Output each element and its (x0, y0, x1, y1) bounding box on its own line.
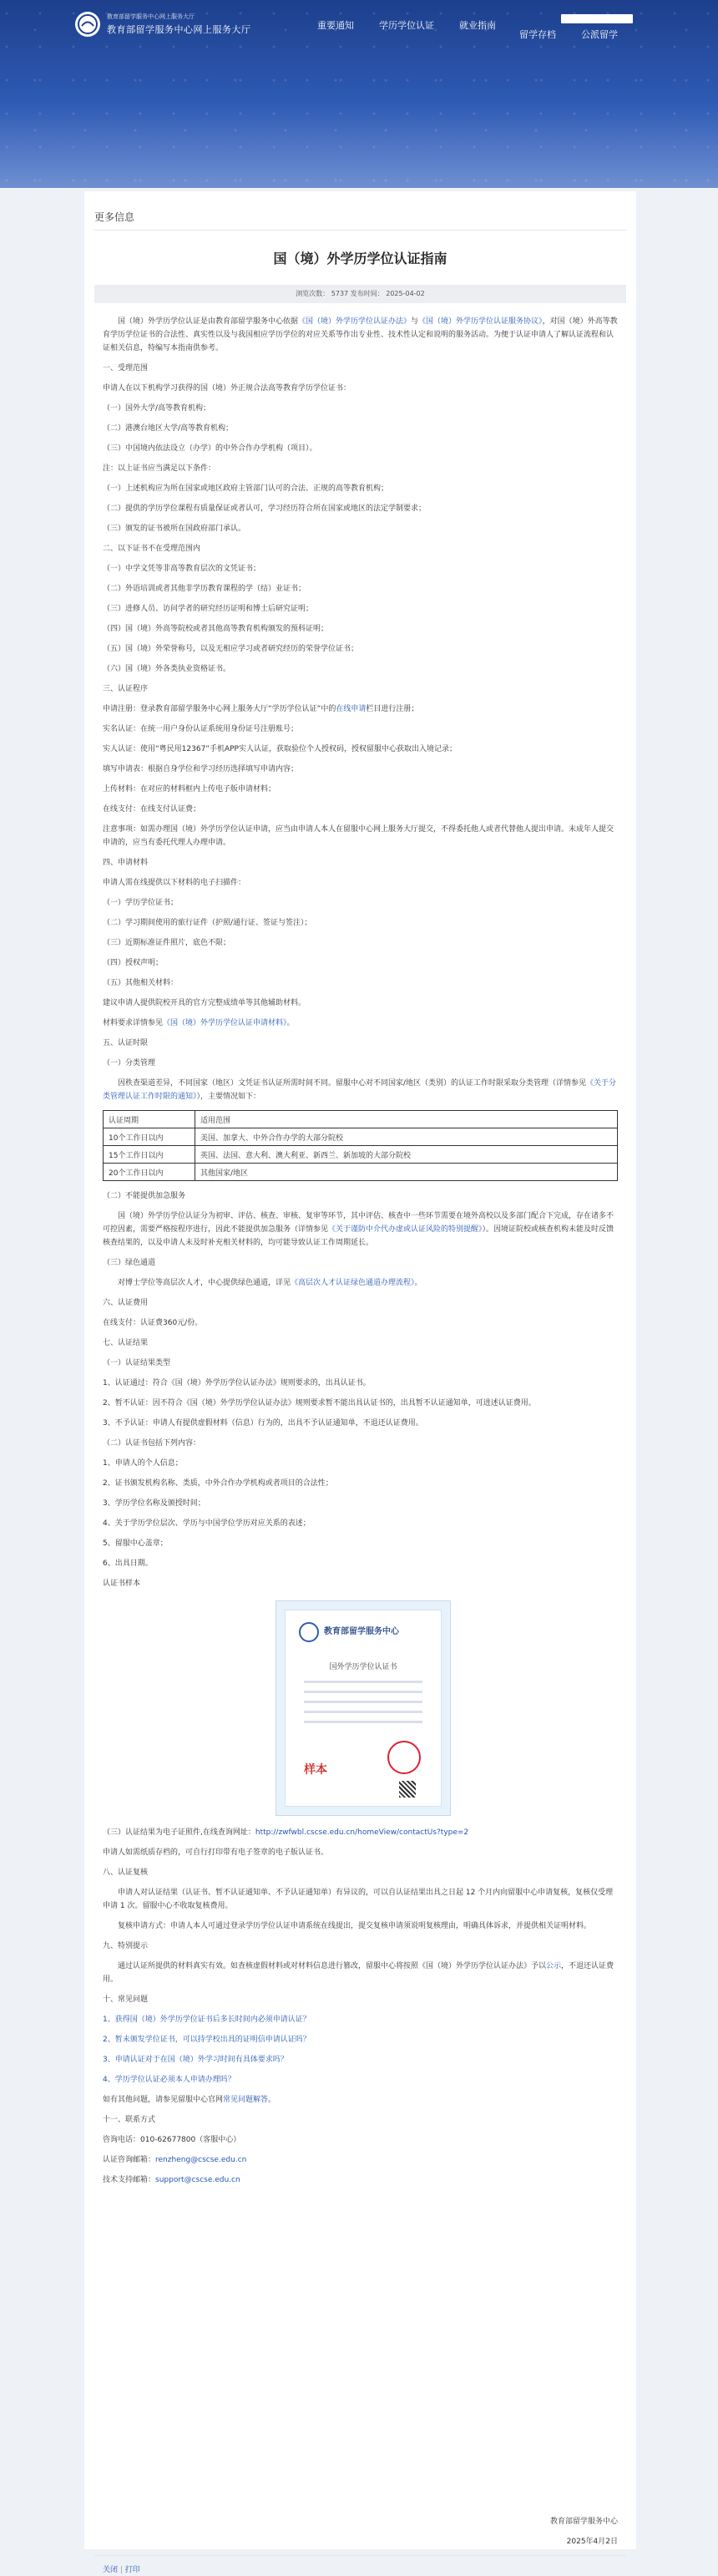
heading: 二、以下证书不在受理范围内 (103, 545, 201, 553)
link-green-channel[interactable]: 《高层次人才认证绿色通道办理流程》 (291, 1279, 415, 1287)
paragraph: 在线支付：认证费360元/份。 (103, 1319, 203, 1327)
faq-link[interactable]: 4、学历学位认证必须本人申请办理吗？ (103, 2076, 235, 2084)
text: 材料要求详情参见 (103, 1019, 164, 1027)
heading: 四、申请材料 (103, 859, 149, 867)
heading: 十、常见问题 (103, 1995, 149, 2004)
footer-actions: 关闭 | 打印 (103, 2566, 140, 2574)
link-special-reminder[interactable]: 《关于谨防中介代办虚或认证风险的特别提醒》 (328, 1225, 483, 1234)
list-item: （六）国（境）外各类执业资格证书。 (103, 665, 231, 673)
footer-org: 教育部留学服务中心 (549, 2518, 618, 2526)
list-item: 1、申请人的个人信息； (103, 1459, 183, 1468)
print-button[interactable]: 打印 (124, 2566, 140, 2574)
list-item: 5、留服中心盖章； (103, 1539, 168, 1548)
article-card (84, 191, 636, 2574)
paragraph (103, 1960, 618, 1986)
header-banner (0, 0, 718, 188)
text: （三）认证结果为电子证照件,在线查询网址： (103, 1828, 255, 1837)
link-auth-measures[interactable]: 《国（境）外学历学位认证办法》 (298, 317, 412, 326)
table-cell: 适用范围 (195, 1111, 618, 1128)
text: 通过认证所提供的材料真实有效。如查核虚假材料或对材料信息进行篡改，留服中心将按照《国（境）外学历学位认证办法》予以 (118, 1962, 547, 1970)
faq-link[interactable]: 3、申请认证对于在国（境）外学习时间有具体要求吗？ (103, 2056, 288, 2064)
table-cell: 美国、加拿大、中外合作办学的大部分院校 (195, 1128, 618, 1146)
paragraph: 在线支付：在线支付认证费； (103, 805, 201, 814)
paragraph (103, 1017, 618, 1030)
subheading: （三）绿色通道 (103, 1259, 156, 1267)
link-application-materials[interactable]: 《国（境）外学历学位认证申请材料》 (163, 1019, 287, 1027)
contact-support (103, 2173, 618, 2187)
certificate-emblem-icon (299, 1622, 319, 1642)
text: ）。因境证院校或核查机构未能及时反馈核查结果的，以及申请人未及时补充相关材料的，均可能导致认证工作周期延长。 (103, 1225, 614, 1247)
list-item: （二）港澳台地区大学/高等教育机构； (103, 424, 234, 433)
heading: 三、认证程序 (103, 685, 149, 693)
site-logo[interactable] (75, 12, 251, 37)
link-online-apply[interactable]: 在线申请 (336, 705, 367, 713)
table-row (104, 1164, 618, 1181)
list-item: （三）颁发的证书被所在国政府部门承认。 (103, 525, 246, 533)
table-cell: 认证周期 (104, 1111, 195, 1128)
paragraph: 填写申请表：根据自身学位和学习经历选择填写申请内容； (103, 765, 299, 773)
text: 对博士学位等高层次人才，中心提供绿色通道，详见 (118, 1279, 291, 1287)
text: 技术支持邮箱： (103, 2176, 156, 2184)
text: 国（境）外学历学位认证分为初审、评估、核查、审核、复审等环节，其中评估、核查中一些环节需要在境外高校以及多部门配合下完成，存在诸多不可控因素，需要严格按程序进行，因此不能提供加急服务（详情参见 (103, 1212, 614, 1234)
paragraph (103, 1077, 618, 1103)
caption: 认证书样本 (103, 1580, 141, 1588)
faq-link[interactable]: 2、暂未颁发学位证书，可以持学校出具的证明信申请认证吗？ (103, 2036, 311, 2044)
text: ），主要情况如下： (196, 1093, 261, 1101)
divider (94, 230, 626, 231)
faq-link[interactable]: 1、获得国（境）外学历学位证书后多长时间内必须申请认证？ (103, 2016, 311, 2024)
text: 如有其他问题，请参见留服中心官网 (103, 2096, 224, 2104)
text: 申请注册：登录教育部留学服务中心网上服务大厅“学历学位认证”中的 (103, 705, 336, 713)
nav-item-archive[interactable]: 留学存档 (519, 29, 556, 40)
paragraph: 注：以上证书应当满足以下条件： (103, 464, 216, 473)
text: ，不退还认证费用。 (103, 1962, 614, 1984)
list-item: （五）国（境）外荣誉称号，以及无相应学习或者研究经历的荣誉学位证书； (103, 645, 359, 653)
link-query-url[interactable]: http://zwfwbl.cscse.edu.cn/homeView/contactUs?type=2 (255, 1828, 469, 1837)
certificate-text-line (304, 1691, 422, 1693)
list-item: 3、学历学位名称及颁授时间； (103, 1499, 205, 1508)
paragraph: 实名认证：在统一用户身份认证系统用身份证号注册账号； (103, 725, 299, 733)
list-item: （四）国（境）外高等院校或者其他高等教育机构颁发的预科证明； (103, 625, 329, 633)
list-item: （一）国外大学/高等教育机构； (103, 404, 211, 413)
list-item: （三）中国境内依法设立（办学）的中外合作办学机构（项目）。 (103, 444, 317, 453)
nav-item-employment[interactable]: 就业指南 (459, 20, 496, 31)
contact-email (103, 2153, 618, 2167)
list-item: 4、关于学历学位层次、学历与中国学位学历对应关系的表述； (103, 1519, 311, 1528)
heading: 五、认证时限 (103, 1039, 149, 1047)
logo-title: 教育部留学服务中心网上服务大厅 (107, 24, 251, 35)
heading: 九、特别提示 (103, 1942, 149, 1950)
paragraph: 注意事项：如需办理国（境）外学历学位认证申请，应当由申请人本人在留服中心网上服务大厅提交，不得委托他人或者代替他人提出申请。未成年人提交申请的，应当有委托代理人办理申请。 (103, 825, 614, 847)
list-item: 6、出具日期。 (103, 1559, 153, 1568)
top-nav-secondary (519, 28, 643, 41)
list-item: 2、暂不认证：因不符合《国（境）外学历学位认证办法》规则要求暂不能出具认证书的，出具暂不认证通知单，可进述认证费用。 (103, 1399, 536, 1407)
paragraph: 申请人在以下机构学习获得的国（境）外正规合法高等教育学历学位证书： (103, 384, 351, 393)
list-item: （三）近期标准证件照片，底色不限； (103, 939, 231, 947)
time-limit-table (103, 1110, 618, 1181)
email-link[interactable]: renzheng@cscse.edu.cn (155, 2156, 247, 2164)
heading: 八、认证复核 (103, 1869, 149, 1877)
heading: 一、受理范围 (103, 364, 149, 373)
link-classified-notice[interactable]: 《关于分类管理认证工作时限的通知》 (103, 1079, 617, 1101)
qr-code-icon (399, 1781, 416, 1798)
paragraph: 复核申请方式：申请人本人可通过登录学历学位认证申请系统在线提出，提交复核申请须说明复核理由，明确具体诉求，并提供相关证明材料。 (118, 1922, 592, 1930)
close-button[interactable]: 关闭 (103, 2566, 119, 2574)
certificate-org: 教育部留学服务中心 (324, 1627, 399, 1636)
paragraph (103, 1826, 618, 1839)
list-item: （一）上述机构应为所在国家或地区政府主管部门认可的合法、正规的高等教育机构； (103, 484, 389, 493)
logo-subtitle: 教育部留学服务中心网上服务大厅 (107, 13, 195, 20)
text: 栏目进行注册； (366, 705, 419, 713)
paragraph: 申请人对认证结果（认证书、暂不认证通知单、不予认证通知单）有异议的，可以自认证结果出具之日起 12 个月内向留服中心申请复核，复核仅受理申请 1 次。留服中心不收取复核费用。 (103, 1889, 614, 1910)
table-cell: 其他国家/地区 (195, 1164, 618, 1181)
footer-date: 2025年4月2日 (566, 2538, 618, 2546)
link-faq[interactable]: 常见问题解答 (223, 2096, 269, 2104)
nav-item-public-study[interactable]: 公派留学 (581, 29, 618, 40)
table-row (104, 1128, 618, 1146)
table-cell: 英国、法国、意大利、澳大利亚、新西兰、新加坡的大部分院校 (195, 1146, 618, 1164)
list-item: （一）学历学位证书； (103, 899, 179, 907)
list-item: （五）其他相关材料： (103, 979, 179, 987)
paragraph (103, 1276, 618, 1290)
certificate-sample-image (276, 1600, 451, 1816)
article-meta: 浏览次数： 5737 发布时间： 2025-04-02 (94, 285, 626, 303)
paragraph (103, 702, 618, 716)
paragraph: 上传材料：在对应的材料框内上传电子版申请材料； (103, 785, 276, 794)
table-row (104, 1146, 618, 1164)
link-service-agreement[interactable]: 《国（境）外学历学位认证服务协议》 (418, 317, 543, 326)
support-email-link[interactable]: support@cscse.edu.cn (155, 2176, 240, 2184)
link-public-notice[interactable]: 公示 (546, 1962, 562, 1970)
text: 。 (286, 1019, 295, 1027)
text: 认证咨询邮箱： (103, 2156, 156, 2164)
paragraph (103, 1209, 618, 1250)
intro-text: 国（境）外学历学位认证是由教育部留学服务中心依据 (118, 317, 299, 326)
paragraph (103, 2093, 618, 2107)
subheading: （二）不能提供加急服务 (103, 1192, 186, 1200)
divider (94, 2555, 626, 2556)
certificate-sample-stamp: 样本 (304, 1763, 327, 1777)
table-cell: 15个工作日以内 (104, 1146, 195, 1164)
search-input[interactable] (561, 14, 633, 23)
subheading: （二）认证书包括下列内容： (103, 1439, 201, 1448)
paragraph: 建议申请人提供院校开具的官方完整成绩单等其他辅助材料。 (103, 999, 306, 1007)
list-item: 2、证书颁发机构名称、类质，中外合作办学机构或者项目的合法性； (103, 1479, 333, 1488)
paragraph: 申请人需在线提供以下材料的电子扫描件： (103, 879, 246, 887)
logo-emblem-icon (75, 12, 100, 37)
intro-text: 与 (411, 317, 419, 326)
nav-item-degree-auth[interactable]: 学历学位认证 (379, 20, 434, 31)
section-title: 更多信息 (94, 211, 135, 223)
certificate-seal-icon (387, 1741, 421, 1774)
text: 。 (268, 2096, 276, 2104)
top-nav (317, 18, 521, 32)
page-title: 国（境）外学历学位认证指南 (273, 251, 447, 266)
certificate-title: 国外学历学位认证书 (329, 1663, 397, 1671)
list-item: （四）授权声明； (103, 959, 164, 967)
article-body (103, 315, 618, 2193)
list-item: 3、不予认证：申请人有提供虚假材料（信息）行为的，出具不予认证通知单，不退还认证费用。 (103, 1419, 423, 1427)
certificate-text-line (304, 1721, 422, 1723)
nav-item-notices[interactable]: 重要通知 (317, 20, 354, 31)
contact-phone: 咨询电话：010-62677800（客服中心） (103, 2136, 241, 2144)
table-cell: 10个工作日以内 (104, 1128, 195, 1146)
certificate-text-line (304, 1711, 422, 1713)
heading: 七、认证结果 (103, 1339, 149, 1347)
certificate-text-line (304, 1701, 422, 1703)
list-item: 1、认证通过：符合《国（境）外学历学位认证办法》规则要求的，出具认证书。 (103, 1379, 371, 1387)
subheading: （一）分类管理 (103, 1059, 156, 1067)
subheading: （一）认证结果类型 (103, 1359, 171, 1367)
paragraph: 实人认证：使用“粤民用12367”手机APP实人认证，获取验位个人授权码，授权留服中心获取出入境记录； (103, 745, 457, 753)
intro-paragraph (103, 315, 618, 355)
list-item: （二）外语培训或者其他非学历教育课程的学（结）业证书； (103, 585, 306, 593)
intro-text: ，对国（境）外高等教育学历学位证书的合法性、真实性以及与我国相应学历学位的对应关系等作出专业性、技术性认定和说明的服务活动。为便于认证申请人了解认证流程和认证相关信息，特编写本指南供参考。 (103, 317, 618, 352)
heading: 六、认证费用 (103, 1299, 149, 1307)
certificate-text-line (304, 1681, 422, 1683)
text: 因秩查渠道差异，不同国家（地区）文凭证书认证所需时间不同。留服中心对不同国家/地区（类别）的认证工作时限采取分类管理（详情参见 (118, 1079, 587, 1088)
certificate-paper (285, 1610, 442, 1807)
list-item: （一）中学文凭等非高等教育层次的文凭证书； (103, 565, 261, 573)
table-cell: 20个工作日以内 (104, 1164, 195, 1181)
text: 。 (414, 1279, 422, 1287)
paragraph: 申请人如需纸质存档的，可自行打印带有电子签章的电子版认证书。 (103, 1848, 329, 1857)
list-item: （三）进修人员、访问学者的研究经历证明和博士后研究证明； (103, 605, 314, 613)
table-row (104, 1111, 618, 1128)
heading: 十一、联系方式 (103, 2116, 156, 2124)
list-item: （二）提供的学历学位课程有质量保证或者认可，学习经历符合所在国家或地区的法定学制要求； (103, 505, 427, 513)
list-item: （二）学习期间使用的旅行证件（护照/通行证、签证与签注）； (103, 919, 312, 927)
